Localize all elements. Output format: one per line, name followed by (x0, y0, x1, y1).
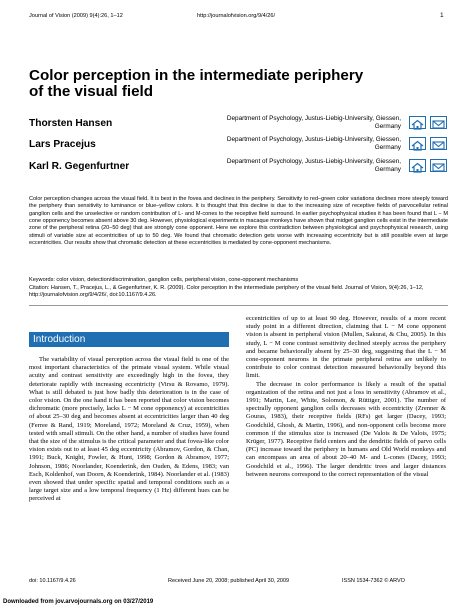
author-affiliation: Department of Psychology, Justus-Liebig-University, Giessen, Germany (226, 115, 401, 130)
author-name: Thorsten Hansen (29, 118, 113, 129)
section-divider (29, 305, 448, 306)
body-column-right (246, 315, 446, 479)
mail-icon[interactable] (430, 137, 447, 150)
author-links (409, 137, 449, 151)
keywords: Keywords: color vision, detection/discrimination, ganglion cells, peripheral vision, cone-opponent mechanisms (29, 277, 299, 283)
paper-title: Color perception in the intermediate periphery of the visual field (29, 67, 364, 100)
journal-reference: Journal of Vision (2009) 9(4):26, 1–12 (29, 13, 123, 19)
mail-icon[interactable] (430, 116, 447, 129)
journal-url[interactable]: http://journalofvision.org/9/4/26/ (197, 13, 276, 19)
abstract: Color perception changes across the visual field. It is best in the fovea and declines in the periphery. Sensitivity to red–green color variations declines more steeply toward the periphery than sensitivity to luminance or blue–yellow colors. It is thought that this decline is due to the increasing size of receptive fields of parvocellular retinal ganglion cells and the unselective or random contribution of L- and M-cones to the receptive field surround. In earlier psychophysical studies it has been found that L − M cone opponency becomes absent above 30 deg. However, physiological experiments in macaque monkeys have shown that midget ganglion cells exist in the intermediate zone of the peripheral retina (20–50 deg) that are strongly cone opponent. Here we explore this contradiction between physiological and psychophysical research, using stimuli of variable size at eccentricities of up to 50 deg. We found that chromatic detection gets worse with increasing eccentricity but is still possible even at large eccentricities. Our results show that chromatic detection at these eccentricities is mediated by cone-opponent mechanisms. (29, 196, 448, 247)
section-heading-introduction: Introduction (29, 332, 229, 347)
body-paragraph: The variability of visual perception across the visual field is one of the most important characteristics of the primate visual system. While visual acuity and contrast sensitivity are exceedingly high in the fovea, they deteriorate rapidly with increasing eccentricity (Virsu & Rovamo, 1979). What is still debated is just how badly this deterioration is in the case of color vision. On the one hand it has been reported that color vision becomes dichromatic (more precisely, lacks L − M cone opponency) at eccentricities of about 25–30 deg and becomes absent at eccentricities larger than 40 deg (Ferree & Rand, 1919; Moreland, 1972; Moreland & Cruz, 1959), when tested with small stimuli. On the other hand, a number of studies have found that the size of the stimulus is the critical parameter and that fovea-like color vision exists out to at least 45 deg eccentricity (Abramov, Gordon, & Chan, 1991; Buck, Knight, Fowler, & Hunt, 1998; Gordon & Abramov, 1977; Johnson, 1986; Noorlander, Koenderink, den Ouden, & Edens, 1983; van Esch, Koldenhof, van Doorn, & Koenderink, 1984). Noorlander et al. (1983) even showed that under specific spatial and temporal conditions such as a large target size and a low temporal frequency (1 Hz) different hues can be perceived at (29, 356, 229, 503)
author-name: Lars Pracejus (29, 139, 96, 150)
home-icon[interactable] (409, 116, 426, 129)
download-note: Downloaded from jov.arvojournals.org on 03/27/2019 (3, 599, 154, 605)
body-column-left (29, 356, 229, 504)
author-affiliation: Department of Psychology, Justus-Liebig-University, Giessen, Germany (226, 158, 401, 173)
footer-received: Received June 20, 2008; published April 30, 2009 (168, 578, 290, 584)
footer-issn: ISSN 1534-7362 © ARVO (342, 578, 405, 584)
author-links (409, 116, 449, 130)
page-footer (0, 578, 474, 588)
citation: Citation: Hansen, T., Pracejus, L., & Gegenfurtner, K. R. (2009). Color perception in the intermediate periphery of the visual field. Journal of Vision, 9(4):26, 1–12, http://journalofvision.org/9/4/26/, doi:10.1167/9.4.26. (29, 285, 424, 299)
page-number: 1 (440, 12, 444, 19)
author-affiliation: Department of Psychology, Justus-Liebig-University, Giessen, Germany (226, 136, 401, 151)
mail-icon[interactable] (430, 159, 447, 172)
author-name: Karl R. Gegenfurtner (29, 161, 130, 172)
author-row (29, 158, 449, 184)
body-paragraph: The decrease in color performance is likely a result of the spatial organization of the retina and not just a loss in sensitivity (Abramov et al., 1991; Martin, Lee, White, Solomon, & Rüttiger, 2001). The number of spectrally opponent ganglion cells decreases with eccentricity (Zrenner & Gouras, 1983), their receptive fields (RFs) get larger (Dacey, 1993; Goodchild, Ghosh, & Martin, 1996), and non-opponent cells become more common if the stimulus size is increased (De Valois & De Valois, 1975; Krüger, 1977). Receptive field centers and the dendritic fields of parvo cells (PC) increase toward the periphery in humans and Old World monkeys and can encompass an area of about 20–40 M- and L-cones (Dacey, 1993; Goodchild et al., 1996). The larger dendritic trees and larger distances between neurons correspond to the correct representation of the visual (246, 380, 446, 478)
author-links (409, 159, 449, 173)
home-icon[interactable] (409, 159, 426, 172)
home-icon[interactable] (409, 137, 426, 150)
footer-doi[interactable]: doi: 10.1167/9.4.26 (29, 578, 76, 584)
body-paragraph: eccentricities of up to at least 90 deg. However, results of a more recent study point in a different direction, claiming that L − M cone opponent vision is absent in peripheral vision (Mullen, Sakurai, & Chu, 2005). In this study, L − M cone contrast sensitivity declined steeply across the periphery and became behaviorally absent by 25–30 deg, suggesting that the L − M cone-opponent neurons in the primate peripheral retina are unlikely to contribute to color contrast detection measured behaviorally beyond this limit. (246, 315, 446, 380)
